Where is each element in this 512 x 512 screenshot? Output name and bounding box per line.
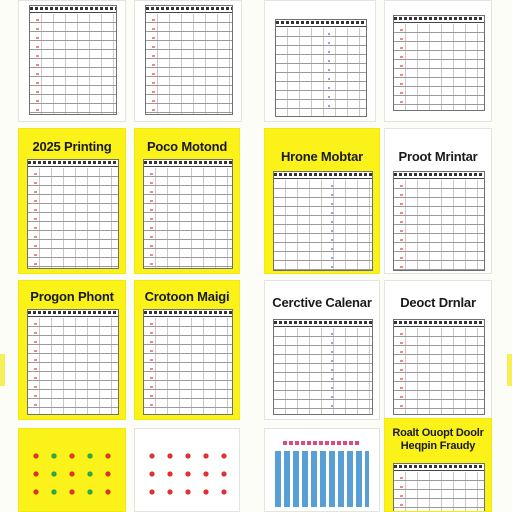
calendar-grid xyxy=(143,309,233,415)
calendar-grid xyxy=(27,309,119,415)
card-title: Crotoon Maigi xyxy=(144,289,230,304)
calendar-grid xyxy=(275,19,367,117)
template-card[interactable] xyxy=(134,428,240,512)
template-card[interactable] xyxy=(134,280,240,420)
template-card[interactable] xyxy=(384,418,492,512)
header-bar xyxy=(283,441,361,445)
card-title: 2025 Printing xyxy=(32,139,112,154)
template-card[interactable] xyxy=(134,128,240,274)
calendar-grid xyxy=(393,319,485,415)
card-title: Cerctive Calenar xyxy=(272,295,372,310)
calendar-grid xyxy=(273,319,373,415)
calendar-blocks xyxy=(275,451,369,507)
event-dots-green xyxy=(27,447,117,505)
calendar-grid xyxy=(393,171,485,271)
template-card[interactable] xyxy=(18,128,126,274)
card-title: Deoct Drnlar xyxy=(400,295,476,310)
card-title: Roalt Ouopt Doolr Heqpin Fraudy xyxy=(392,427,484,452)
card-title: Poco Motond xyxy=(146,139,228,154)
event-dots xyxy=(143,447,231,505)
template-card[interactable] xyxy=(264,128,380,274)
calendar-grid xyxy=(393,463,485,512)
calendar-grid xyxy=(273,171,373,271)
template-card[interactable] xyxy=(134,0,242,122)
calendar-grid xyxy=(393,15,485,111)
card-title: Proot Mrintar xyxy=(398,149,478,164)
card-title: Progon Phont xyxy=(30,289,114,304)
calendar-grid xyxy=(145,5,233,115)
template-card[interactable] xyxy=(18,280,126,420)
template-card[interactable] xyxy=(384,128,492,274)
template-card[interactable] xyxy=(264,280,380,420)
template-card[interactable] xyxy=(264,0,376,122)
template-card[interactable] xyxy=(384,280,492,420)
card-title: Hrone Mobtar xyxy=(280,149,364,164)
template-card[interactable] xyxy=(18,428,126,512)
calendar-grid xyxy=(29,5,117,115)
template-card[interactable] xyxy=(384,0,492,122)
template-card[interactable] xyxy=(264,428,380,512)
calendar-grid xyxy=(27,159,119,269)
calendar-grid xyxy=(143,159,233,269)
template-card[interactable] xyxy=(18,0,126,122)
